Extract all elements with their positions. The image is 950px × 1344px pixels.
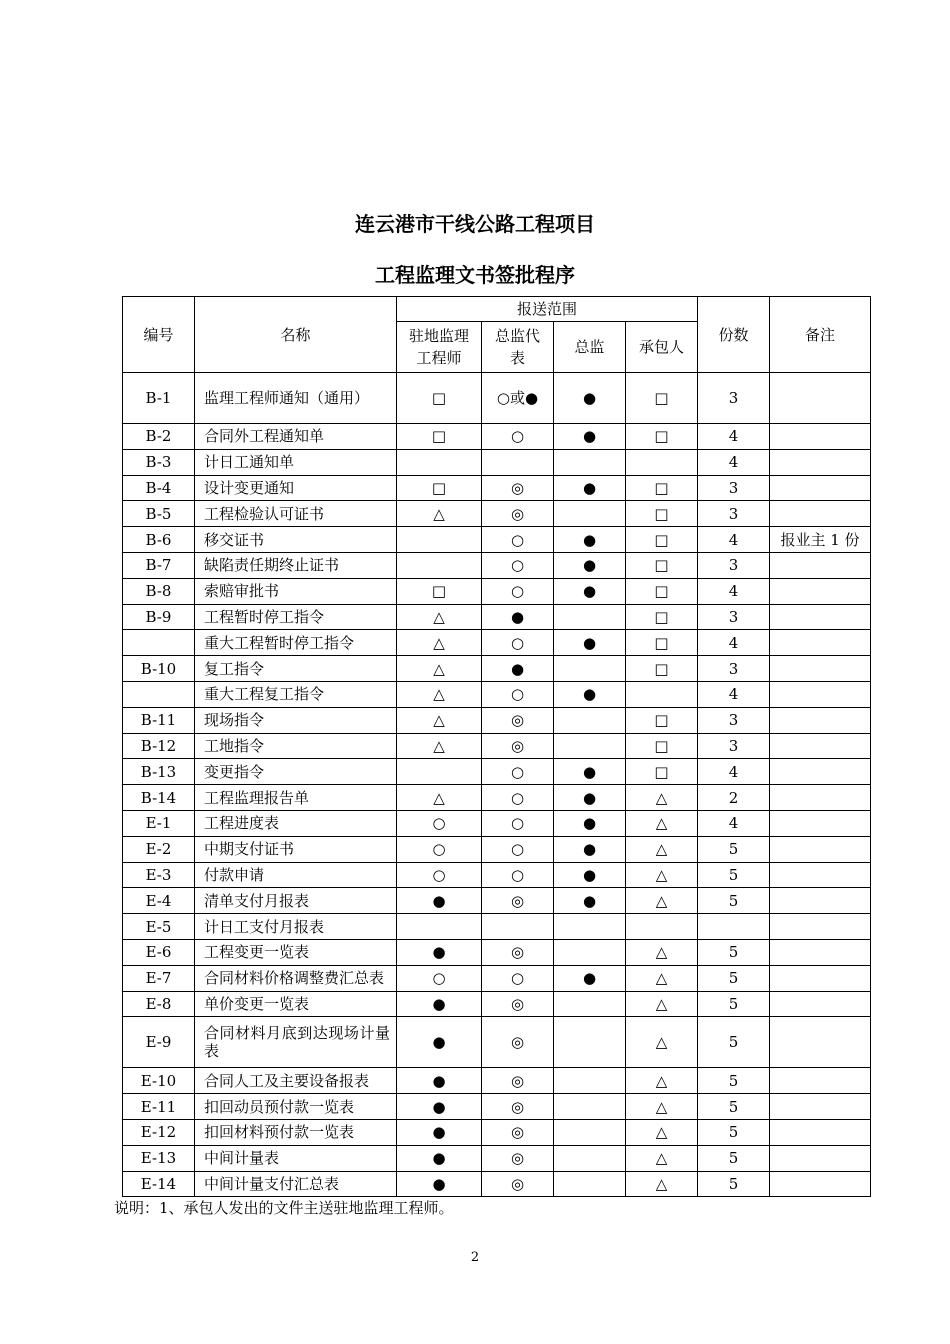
table-row (123, 939, 871, 965)
chief-rep-cell: ◎ (482, 501, 554, 527)
name-cell: 重大工程暂时停工指令 (195, 630, 397, 656)
chief-cell: ● (554, 630, 626, 656)
chief-cell (554, 1171, 626, 1197)
code-cell: B-8 (123, 578, 195, 604)
chief-cell (554, 914, 626, 940)
resident-cell: ○ (397, 862, 482, 888)
code-cell: B-7 (123, 552, 195, 578)
chief-rep-cell: ◎ (482, 1017, 554, 1068)
header-contractor: 承包人 (626, 322, 698, 373)
contractor-cell: △ (626, 1068, 698, 1094)
copies-cell: 3 (698, 604, 770, 630)
code-cell: B-2 (123, 424, 195, 450)
copies-cell: 5 (698, 1017, 770, 1068)
name-cell: 重大工程复工指令 (195, 681, 397, 707)
table-row (123, 1171, 871, 1197)
chief-rep-cell: ○ (482, 862, 554, 888)
resident-cell: ○ (397, 965, 482, 991)
table-row (123, 501, 871, 527)
contractor-cell (626, 449, 698, 475)
resident-cell: △ (397, 785, 482, 811)
resident-cell (397, 759, 482, 785)
remarks-cell (770, 914, 871, 940)
remarks-cell (770, 939, 871, 965)
code-cell (123, 630, 195, 656)
name-cell: 清单支付月报表 (195, 888, 397, 914)
remarks-cell (770, 475, 871, 501)
chief-cell (554, 449, 626, 475)
remarks-cell (770, 373, 871, 424)
chief-cell: ● (554, 836, 626, 862)
copies-cell: 5 (698, 939, 770, 965)
name-cell: 工程检验认可证书 (195, 501, 397, 527)
table-row (123, 991, 871, 1017)
copies-cell: 4 (698, 527, 770, 553)
contractor-cell: □ (626, 527, 698, 553)
chief-rep-cell: ○ (482, 527, 554, 553)
chief-cell (554, 1094, 626, 1120)
header-name: 名称 (195, 297, 397, 373)
header-chief-rep: 总监代表 (482, 322, 554, 373)
name-cell: 扣回材料预付款一览表 (195, 1119, 397, 1145)
resident-cell: △ (397, 604, 482, 630)
table-row (123, 810, 871, 836)
contractor-cell: △ (626, 1119, 698, 1145)
code-cell: E-2 (123, 836, 195, 862)
chief-cell: ● (554, 965, 626, 991)
code-cell: B-3 (123, 449, 195, 475)
code-cell: B-5 (123, 501, 195, 527)
contractor-cell: △ (626, 888, 698, 914)
chief-rep-cell (482, 914, 554, 940)
copies-cell: 4 (698, 449, 770, 475)
resident-cell: ● (397, 939, 482, 965)
code-cell: B-14 (123, 785, 195, 811)
chief-cell (554, 939, 626, 965)
resident-cell: ● (397, 1145, 482, 1171)
copies-cell: 3 (698, 707, 770, 733)
table-row (123, 373, 871, 424)
chief-rep-cell: ◎ (482, 1171, 554, 1197)
code-cell: E-11 (123, 1094, 195, 1120)
contractor-cell: △ (626, 1145, 698, 1171)
remarks-cell (770, 1171, 871, 1197)
copies-cell: 5 (698, 965, 770, 991)
resident-cell: △ (397, 656, 482, 682)
copies-cell: 3 (698, 501, 770, 527)
name-cell: 工程进度表 (195, 810, 397, 836)
code-cell: B-1 (123, 373, 195, 424)
chief-cell: ● (554, 785, 626, 811)
name-cell: 设计变更通知 (195, 475, 397, 501)
table-row (123, 656, 871, 682)
copies-cell: 3 (698, 656, 770, 682)
name-cell: 计日工支付月报表 (195, 914, 397, 940)
remarks-cell (770, 1068, 871, 1094)
remarks-cell (770, 552, 871, 578)
table-row (123, 604, 871, 630)
copies-cell: 4 (698, 630, 770, 656)
copies-cell: 5 (698, 888, 770, 914)
copies-cell: 5 (698, 991, 770, 1017)
resident-cell: ● (397, 888, 482, 914)
copies-cell: 5 (698, 1145, 770, 1171)
table-row (123, 527, 871, 553)
resident-cell: ● (397, 1068, 482, 1094)
resident-cell: □ (397, 373, 482, 424)
resident-cell: □ (397, 424, 482, 450)
code-cell: E-12 (123, 1119, 195, 1145)
contractor-cell: □ (626, 759, 698, 785)
remarks-cell (770, 888, 871, 914)
contractor-cell: □ (626, 656, 698, 682)
table-row (123, 1119, 871, 1145)
chief-rep-cell: ○ (482, 630, 554, 656)
resident-cell: △ (397, 630, 482, 656)
document-subtitle: 工程监理文书签批程序 (375, 263, 575, 287)
chief-cell (554, 501, 626, 527)
chief-cell (554, 1068, 626, 1094)
name-cell: 合同材料月底到达现场计量表 (195, 1017, 397, 1068)
contractor-cell: △ (626, 965, 698, 991)
chief-cell: ● (554, 552, 626, 578)
chief-rep-cell: ○ (482, 578, 554, 604)
resident-cell: □ (397, 578, 482, 604)
code-cell: E-1 (123, 810, 195, 836)
remarks-cell (770, 604, 871, 630)
contractor-cell: □ (626, 604, 698, 630)
chief-cell: ● (554, 888, 626, 914)
table-row (123, 475, 871, 501)
page-number: 2 (470, 1250, 480, 1265)
header-code: 编号 (123, 297, 195, 373)
code-cell: E-6 (123, 939, 195, 965)
remarks-cell (770, 630, 871, 656)
chief-rep-cell: ◎ (482, 1145, 554, 1171)
code-cell: E-10 (123, 1068, 195, 1094)
chief-rep-cell: ◎ (482, 991, 554, 1017)
code-cell: E-5 (123, 914, 195, 940)
resident-cell (397, 552, 482, 578)
remarks-cell (770, 836, 871, 862)
copies-cell: 5 (698, 836, 770, 862)
copies-cell: 4 (698, 424, 770, 450)
remarks-cell (770, 1145, 871, 1171)
contractor-cell: □ (626, 578, 698, 604)
table-body (123, 373, 871, 1197)
remarks-cell (770, 1017, 871, 1068)
name-cell: 监理工程师通知（通用） (195, 373, 397, 424)
copies-cell: 5 (698, 1119, 770, 1145)
name-cell: 缺陷责任期终止证书 (195, 552, 397, 578)
resident-cell: ● (397, 991, 482, 1017)
name-cell: 工程变更一览表 (195, 939, 397, 965)
remarks-cell (770, 681, 871, 707)
resident-cell: △ (397, 501, 482, 527)
chief-rep-cell: ◎ (482, 888, 554, 914)
chief-rep-cell: ◎ (482, 939, 554, 965)
remarks-cell (770, 501, 871, 527)
copies-cell: 4 (698, 810, 770, 836)
contractor-cell: □ (626, 475, 698, 501)
contractor-cell: □ (626, 373, 698, 424)
approval-table (122, 296, 871, 1197)
chief-cell: ● (554, 424, 626, 450)
header-copies: 份数 (698, 297, 770, 373)
contractor-cell: △ (626, 810, 698, 836)
contractor-cell: △ (626, 862, 698, 888)
table-row (123, 914, 871, 940)
remarks-cell (770, 733, 871, 759)
chief-rep-cell: ◎ (482, 1068, 554, 1094)
code-cell: E-13 (123, 1145, 195, 1171)
name-cell: 计日工通知单 (195, 449, 397, 475)
chief-rep-cell: ○ (482, 681, 554, 707)
table-row (123, 449, 871, 475)
code-cell: B-4 (123, 475, 195, 501)
table-row (123, 578, 871, 604)
contractor-cell: △ (626, 785, 698, 811)
name-cell: 中间计量表 (195, 1145, 397, 1171)
copies-cell: 4 (698, 578, 770, 604)
contractor-cell (626, 914, 698, 940)
name-cell: 合同人工及主要设备报表 (195, 1068, 397, 1094)
code-cell: B-6 (123, 527, 195, 553)
code-cell (123, 681, 195, 707)
chief-cell: ● (554, 810, 626, 836)
chief-rep-cell: ● (482, 656, 554, 682)
name-cell: 付款申请 (195, 862, 397, 888)
chief-rep-cell: ○或● (482, 373, 554, 424)
code-cell: E-7 (123, 965, 195, 991)
chief-cell: ● (554, 862, 626, 888)
chief-rep-cell: ○ (482, 552, 554, 578)
remarks-cell (770, 424, 871, 450)
table-row (123, 424, 871, 450)
chief-cell (554, 991, 626, 1017)
contractor-cell: □ (626, 733, 698, 759)
chief-rep-cell: ◎ (482, 707, 554, 733)
resident-cell (397, 527, 482, 553)
table-row (123, 681, 871, 707)
resident-cell: △ (397, 733, 482, 759)
chief-rep-cell: ○ (482, 759, 554, 785)
header-resident: 驻地监理工程师 (397, 322, 482, 373)
name-cell: 索赔审批书 (195, 578, 397, 604)
code-cell: B-13 (123, 759, 195, 785)
chief-cell: ● (554, 373, 626, 424)
table-header (123, 297, 871, 373)
chief-cell (554, 656, 626, 682)
table-row (123, 965, 871, 991)
name-cell: 变更指令 (195, 759, 397, 785)
copies-cell: 4 (698, 759, 770, 785)
copies-cell: 3 (698, 373, 770, 424)
code-cell: E-14 (123, 1171, 195, 1197)
footnote: 说明：1、承包人发出的文件主送驻地监理工程师。 (114, 1199, 454, 1217)
copies-cell: 5 (698, 862, 770, 888)
table-row (123, 1017, 871, 1068)
copies-cell: 5 (698, 1094, 770, 1120)
name-cell: 现场指令 (195, 707, 397, 733)
remarks-cell (770, 759, 871, 785)
resident-cell: ● (397, 1017, 482, 1068)
table-row (123, 836, 871, 862)
contractor-cell: □ (626, 630, 698, 656)
chief-rep-cell: ○ (482, 424, 554, 450)
contractor-cell: △ (626, 836, 698, 862)
table-row (123, 888, 871, 914)
copies-cell: 5 (698, 1171, 770, 1197)
document-title: 连云港市干线公路工程项目 (355, 212, 595, 236)
chief-rep-cell: ● (482, 604, 554, 630)
name-cell: 移交证书 (195, 527, 397, 553)
chief-rep-cell (482, 449, 554, 475)
copies-cell: 3 (698, 475, 770, 501)
code-cell: B-10 (123, 656, 195, 682)
copies-cell: 2 (698, 785, 770, 811)
header-remarks: 备注 (770, 297, 871, 373)
resident-cell: ● (397, 1171, 482, 1197)
remarks-cell (770, 656, 871, 682)
contractor-cell (626, 681, 698, 707)
contractor-cell: □ (626, 707, 698, 733)
contractor-cell: □ (626, 501, 698, 527)
contractor-cell: □ (626, 424, 698, 450)
chief-cell: ● (554, 527, 626, 553)
remarks-cell (770, 1094, 871, 1120)
name-cell: 复工指令 (195, 656, 397, 682)
resident-cell (397, 449, 482, 475)
name-cell: 中期支付证书 (195, 836, 397, 862)
resident-cell: ○ (397, 810, 482, 836)
chief-rep-cell: ○ (482, 836, 554, 862)
chief-rep-cell: ◎ (482, 1094, 554, 1120)
chief-rep-cell: ○ (482, 810, 554, 836)
table-row (123, 1094, 871, 1120)
contractor-cell: △ (626, 1171, 698, 1197)
chief-cell: ● (554, 475, 626, 501)
name-cell: 单价变更一览表 (195, 991, 397, 1017)
contractor-cell: △ (626, 1017, 698, 1068)
chief-rep-cell: ◎ (482, 1119, 554, 1145)
remarks-cell (770, 707, 871, 733)
table-row (123, 552, 871, 578)
remarks-cell (770, 1119, 871, 1145)
copies-cell (698, 914, 770, 940)
copies-cell: 4 (698, 681, 770, 707)
resident-cell: □ (397, 475, 482, 501)
chief-rep-cell: ◎ (482, 733, 554, 759)
table-row (123, 630, 871, 656)
chief-rep-cell: ○ (482, 785, 554, 811)
contractor-cell: △ (626, 939, 698, 965)
chief-cell (554, 1119, 626, 1145)
remarks-cell (770, 449, 871, 475)
chief-cell: ● (554, 759, 626, 785)
table-row (123, 785, 871, 811)
chief-cell (554, 707, 626, 733)
resident-cell: ● (397, 1094, 482, 1120)
name-cell: 合同材料价格调整费汇总表 (195, 965, 397, 991)
contractor-cell: △ (626, 1094, 698, 1120)
name-cell: 合同外工程通知单 (195, 424, 397, 450)
chief-cell (554, 1145, 626, 1171)
chief-cell: ● (554, 681, 626, 707)
header-chief: 总监 (554, 322, 626, 373)
resident-cell: ● (397, 1119, 482, 1145)
table-row (123, 707, 871, 733)
chief-cell: ● (554, 578, 626, 604)
copies-cell: 3 (698, 552, 770, 578)
copies-cell: 5 (698, 1068, 770, 1094)
remarks-cell: 报业主 1 份 (770, 527, 871, 553)
table-row (123, 733, 871, 759)
name-cell: 工地指令 (195, 733, 397, 759)
remarks-cell (770, 991, 871, 1017)
contractor-cell: △ (626, 991, 698, 1017)
resident-cell (397, 914, 482, 940)
header-scope: 报送范围 (397, 297, 698, 322)
remarks-cell (770, 862, 871, 888)
copies-cell: 3 (698, 733, 770, 759)
code-cell: B-9 (123, 604, 195, 630)
name-cell: 扣回动员预付款一览表 (195, 1094, 397, 1120)
name-cell: 中间计量支付汇总表 (195, 1171, 397, 1197)
chief-cell (554, 604, 626, 630)
name-cell: 工程暂时停工指令 (195, 604, 397, 630)
remarks-cell (770, 810, 871, 836)
resident-cell: △ (397, 707, 482, 733)
table-row (123, 759, 871, 785)
table-row (123, 862, 871, 888)
table-row (123, 1145, 871, 1171)
resident-cell: ○ (397, 836, 482, 862)
remarks-cell (770, 578, 871, 604)
code-cell: E-9 (123, 1017, 195, 1068)
code-cell: E-4 (123, 888, 195, 914)
contractor-cell: □ (626, 552, 698, 578)
code-cell: B-12 (123, 733, 195, 759)
table-row (123, 1068, 871, 1094)
remarks-cell (770, 785, 871, 811)
code-cell: E-8 (123, 991, 195, 1017)
chief-rep-cell: ◎ (482, 475, 554, 501)
chief-rep-cell: ○ (482, 965, 554, 991)
chief-cell (554, 1017, 626, 1068)
remarks-cell (770, 965, 871, 991)
chief-cell (554, 733, 626, 759)
resident-cell: △ (397, 681, 482, 707)
name-cell: 工程监理报告单 (195, 785, 397, 811)
code-cell: B-11 (123, 707, 195, 733)
code-cell: E-3 (123, 862, 195, 888)
